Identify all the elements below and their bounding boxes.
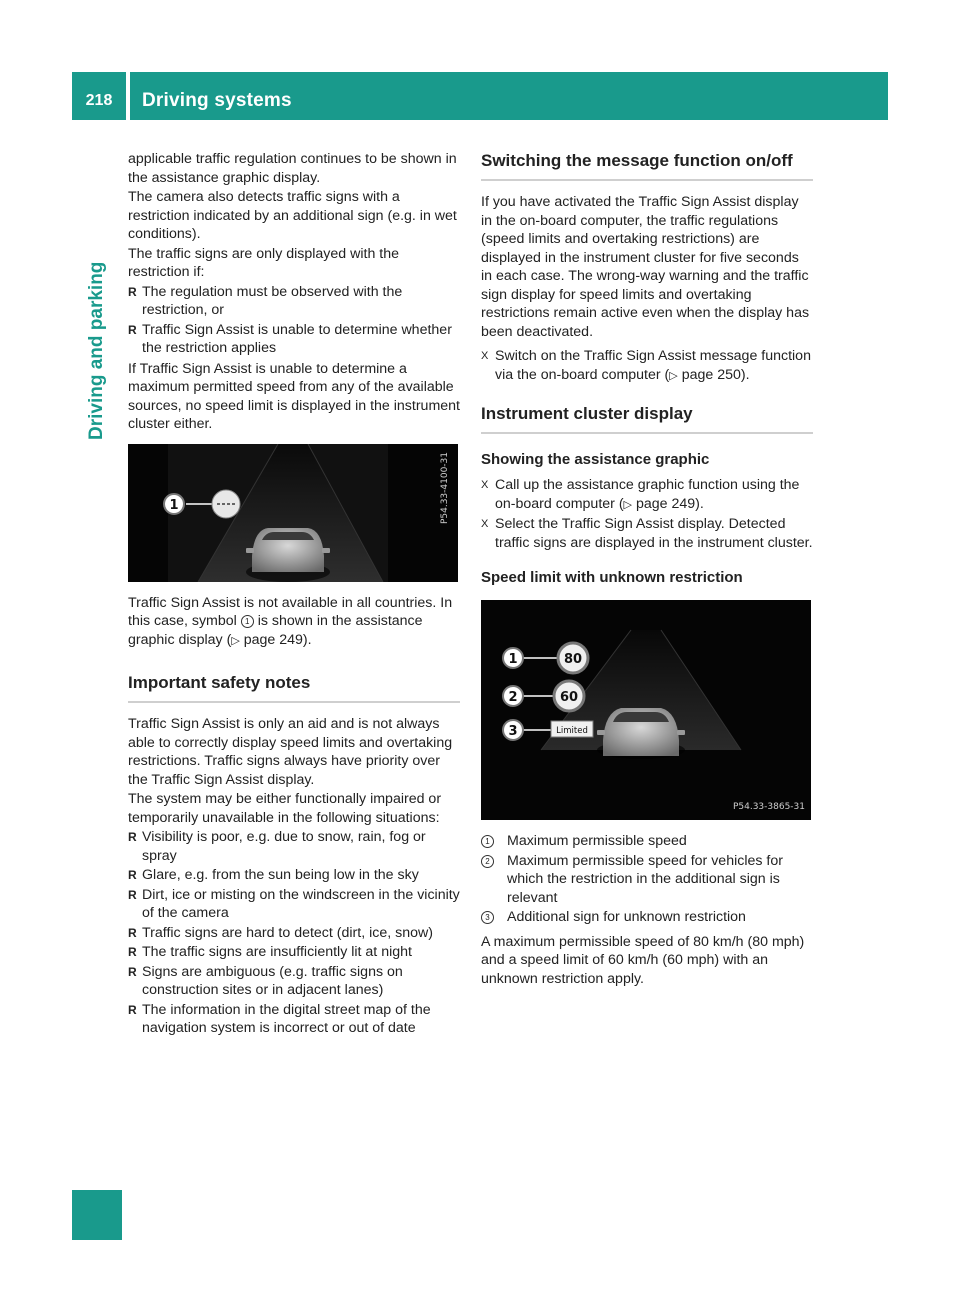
bullet-marker: R	[128, 322, 137, 337]
callout-3	[503, 720, 523, 740]
figure-legend	[481, 832, 813, 927]
showing-steps	[481, 476, 813, 552]
list-item: 3 Additional sign for unknown restriction	[481, 908, 813, 927]
list-item: R Signs are ambiguous (e.g. traffic signs on construction sites or in adjacent lanes)	[128, 963, 403, 998]
restriction-conditions-list	[128, 283, 460, 358]
svg-text:2: 2	[508, 690, 518, 705]
step-arrow-icon: X	[481, 350, 489, 362]
page-number: 218	[85, 92, 113, 109]
list-item: X Call up the assistance graphic function using the on-board computer (▷ page 249).	[481, 477, 800, 512]
list-item: R Traffic Sign Assist is unable to determine whether the restriction applies	[128, 321, 452, 356]
sub-heading: Speed limit with unknown restriction	[481, 569, 743, 586]
callout-1	[164, 494, 184, 514]
callout-1	[503, 648, 523, 668]
road-graphic-2	[481, 600, 811, 820]
paragraph: A maximum permissible speed of 80 km/h (80 mph) and a speed limit of 60 km/h (60 mph) with an unknown restriction apply.	[481, 933, 805, 987]
svg-text:3: 3	[508, 724, 518, 739]
section-heading: Switching the message function on/off	[481, 150, 813, 181]
section-side-label: Driving and parking	[86, 261, 107, 440]
bullet-marker: R	[128, 964, 137, 979]
list-item: X Select the Traffic Sign Assist display. Detected traffic signs are displayed in the instrument cluster.	[481, 516, 813, 551]
svg-text:Limited: Limited	[556, 726, 588, 736]
sub-heading: Showing the assistance graphic	[481, 451, 710, 468]
header-divider	[126, 72, 130, 120]
paragraph: If you have activated the Traffic Sign Assist display in the on-board computer, the traffic regulations (speed limits and overtaking restrictions) are displayed in the instrument cluster for five seconds in each case. The wrong-way warning and the traffic sign display for speed limits and overtaking restrictions remain active even when the display has been deactivated.	[481, 194, 810, 340]
step-arrow-icon: X	[481, 479, 489, 491]
section-heading: Important safety notes	[128, 672, 460, 703]
switch-steps	[481, 347, 813, 385]
page-header	[72, 72, 888, 120]
list-item: R Traffic signs are hard to detect (dirt, ice, snow)	[128, 924, 433, 941]
bullet-marker: R	[128, 830, 137, 844]
list-item: R The information in the digital street map of the navigation system is incorrect or out of date	[128, 1001, 431, 1036]
paragraph: If Traffic Sign Assist is unable to determine a maximum permitted speed from any of the available sources, no speed limit is displayed in the instrument cluster either.	[128, 360, 460, 432]
bullet-marker: R	[128, 945, 137, 959]
paragraph: applicable traffic regulation continues to be shown in the assistance graphic display.	[128, 151, 457, 186]
svg-text:1: 1	[508, 652, 518, 667]
svg-text:80: 80	[563, 652, 583, 667]
list-item: 1 Maximum permissible speed	[481, 832, 813, 851]
bullet-marker: R	[128, 925, 137, 940]
svg-text:1: 1	[169, 497, 179, 513]
car-icon	[597, 708, 685, 759]
road-graphic-1	[128, 444, 458, 582]
list-item: X Switch on the Traffic Sign Assist message function via the on-board computer (▷ page 250).	[481, 348, 811, 383]
additional-sign-limited-icon	[521, 721, 593, 737]
callout-number-icon: 2	[481, 855, 494, 868]
svg-text:60: 60	[559, 690, 579, 705]
paragraph: The traffic signs are only displayed with the restriction if:	[128, 245, 400, 280]
speed-sign-60-icon	[521, 681, 584, 711]
bullet-marker: R	[128, 887, 137, 902]
callout-number-icon: 3	[481, 911, 494, 924]
left-column	[128, 150, 460, 1040]
paragraph: The system may be either functionally impaired or temporarily unavailable in the following situations:	[128, 791, 442, 826]
step-arrow-icon: X	[481, 518, 489, 530]
section-heading: Instrument cluster display	[481, 403, 813, 434]
list-item: 2 Maximum permissible speed for vehicles for which the restriction in the additional sign is relevant	[481, 852, 813, 908]
impairment-situations-list	[128, 828, 460, 1038]
callout-2	[503, 686, 523, 706]
list-item: R Visibility is poor, e.g. due to snow, rain, fog or spray	[128, 829, 426, 864]
figure-code: P54.33-4100-31	[439, 451, 450, 524]
list-item: R The regulation must be observed with the restriction, or	[128, 283, 403, 318]
side-tab-marker	[72, 1190, 122, 1240]
chapter-title: Driving systems	[142, 90, 292, 111]
figure-speed-limit-restriction	[481, 600, 811, 820]
figure-code: P54.33-3865-31	[732, 801, 805, 812]
bullet-marker: R	[128, 1002, 137, 1017]
list-item: R The traffic signs are insufficiently lit at night	[128, 944, 412, 960]
paragraph: The camera also detects traffic signs with a restriction indicated by an additional sign (e.g. in wet conditions).	[128, 189, 457, 242]
car-icon	[246, 528, 330, 582]
page-ref-arrow-icon: ▷	[231, 634, 240, 647]
paragraph: Traffic Sign Assist is not available in all countries. In this case, symbol 1 is shown in the assistance graphic display (▷ page 249).	[128, 594, 453, 648]
speed-sign-80-icon	[521, 643, 588, 673]
right-column	[481, 150, 813, 989]
list-item: R Dirt, ice or misting on the windscreen in the vicinity of the camera	[128, 886, 460, 921]
paragraph: Traffic Sign Assist is only an aid and is not always able to correctly display speed limits and overtaking restrictions. Traffic signs always have priority over the Traffic Sign Assist display.	[128, 716, 453, 788]
page-ref-arrow-icon: ▷	[623, 498, 633, 511]
symbol-1-icon: 1	[241, 615, 254, 628]
figure-no-sign-available	[128, 444, 458, 582]
bullet-marker: R	[128, 284, 137, 299]
callout-number-icon: 1	[481, 835, 494, 848]
page-ref-arrow-icon: ▷	[669, 369, 678, 382]
bullet-marker: R	[128, 868, 137, 882]
list-item: R Glare, e.g. from the sun being low in the sky	[128, 867, 419, 883]
